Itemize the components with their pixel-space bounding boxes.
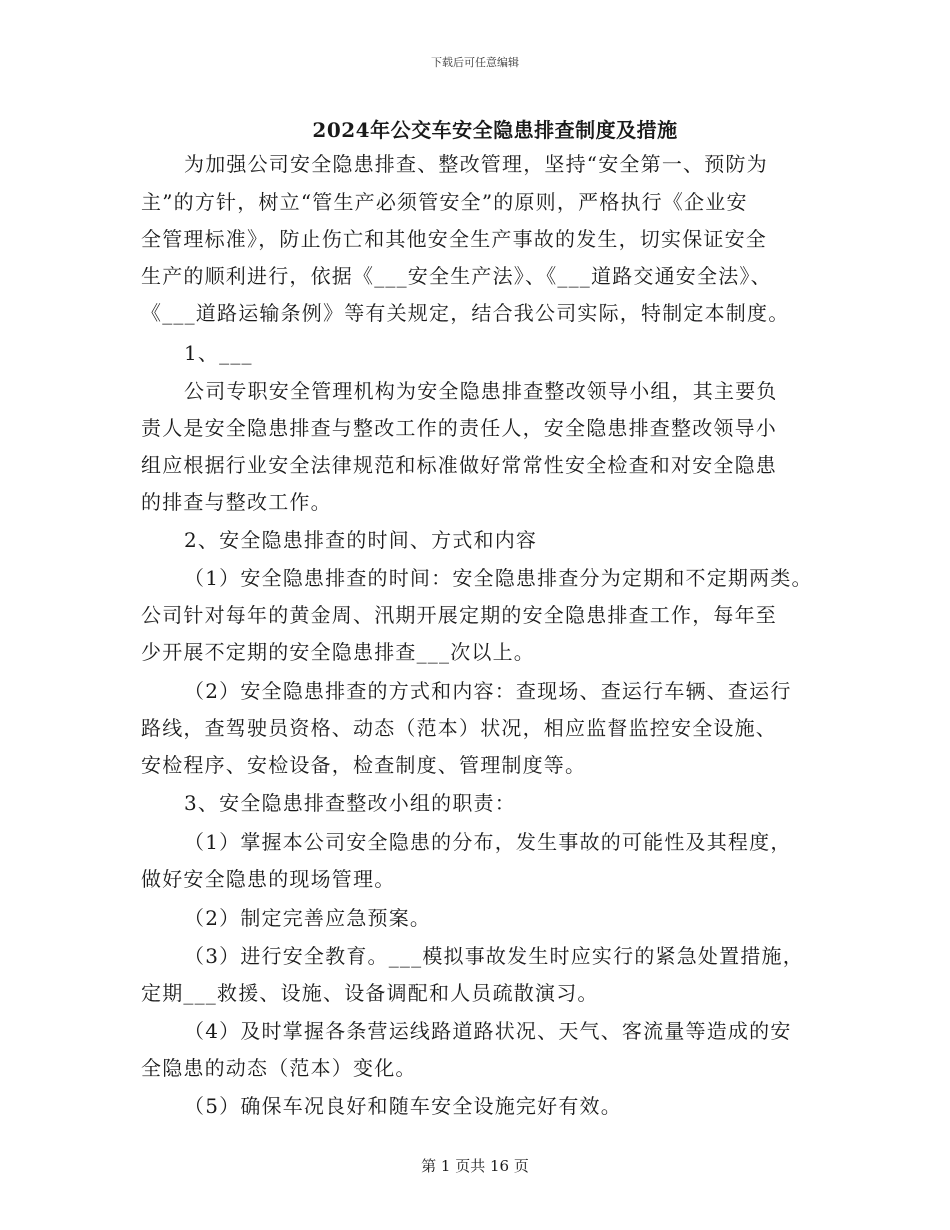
paragraph-line: 安检程序、安检设备，检查制度、管理制度等。: [141, 753, 587, 777]
paragraph-line: （2）制定完善应急预案。: [184, 906, 432, 930]
paragraph-line: 路线，查驾驶员资格、动态（范本）状况，相应监督监控安全设施、: [141, 716, 777, 740]
paragraph-line: 《___道路运输条例》等有关规定，结合我公司实际，特制定本制度。: [141, 301, 790, 325]
section-heading: 3、安全隐患排查整改小组的职责：: [184, 791, 516, 815]
paragraph-line: 全隐患的动态（范本）变化。: [141, 1056, 417, 1080]
paragraph-line: 为加强公司安全隐患排查、整改管理，坚持“安全第一、预防为: [184, 152, 768, 176]
page-number: 第 1 页共 16 页: [421, 1157, 529, 1175]
paragraph-line: 公司针对每年的黄金周、汛期开展定期的安全隐患排查工作，每年至: [141, 603, 777, 627]
document-title: 2024年公交车安全隐患排查制度及措施: [312, 118, 678, 142]
paragraph-line: 定期___救援、设施、设备调配和人员疏散演习。: [141, 981, 599, 1005]
paragraph-line: （1）掌握本公司安全隐患的分布，发生事故的可能性及其程度，: [184, 830, 792, 854]
paragraph-line: 组应根据行业安全法律规范和标准做好常常性安全检查和对安全隐患: [141, 453, 777, 477]
section-heading: 2、安全隐患排查的时间、方式和内容: [184, 528, 538, 552]
paragraph-line: 生产的顺利进行，依据《___安全生产法》、《___道路交通安全法》、: [141, 264, 772, 288]
paragraph-line: （2）安全隐患排查的方式和内容：查现场、查运行车辆、查运行: [184, 679, 792, 703]
paragraph-line: 责人是安全隐患排查与整改工作的责任人，安全隐患排查整改领导小: [141, 416, 777, 440]
paragraph-line: 的排查与整改工作。: [141, 490, 332, 514]
paragraph-line: 全管理标准》，防止伤亡和其他安全生产事故的发生，切实保证安全: [141, 227, 767, 251]
paragraph-line: （4）及时掌握各条营运线路道路状况、天气、客流量等造成的安: [184, 1019, 792, 1043]
section-heading: 1、___: [184, 341, 253, 365]
page-header-note: 下载后可任意编辑: [431, 56, 519, 69]
paragraph-line: 主”的方针，树立“管生产必须管安全”的原则，严格执行《企业安: [141, 190, 748, 214]
paragraph-line: 少开展不定期的安全隐患排查___次以上。: [141, 640, 535, 664]
paragraph-line: 公司专职安全管理机构为安全隐患排查整改领导小组，其主要负: [184, 379, 778, 403]
paragraph-line: （1）安全隐患排查的时间：安全隐患排查分为定期和不定期两类。: [184, 566, 813, 590]
paragraph-line: （3）进行安全教育。___模拟事故发生时应实行的紧急处置措施，: [184, 944, 804, 968]
paragraph-line: （5）确保车况良好和随车安全设施完好有效。: [184, 1094, 622, 1118]
paragraph-line: 做好安全隐患的现场管理。: [141, 867, 396, 891]
